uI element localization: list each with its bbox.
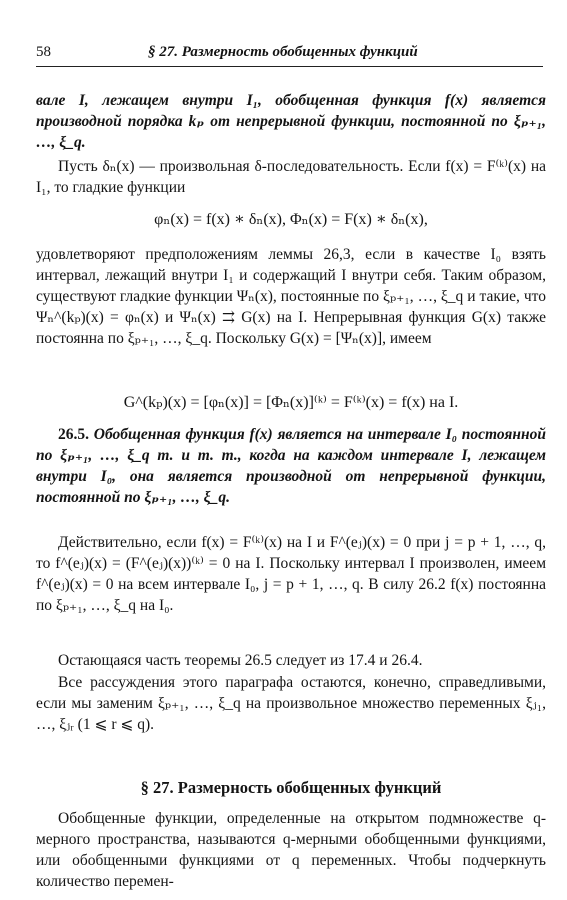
paragraph-lemma-application: удовлетворяют предположениям леммы 26,3, если в качестве I₀ взять интервал, лежащий внутри I₁ и содержащий I внутри себя. Таким образом, существуют гладкие функции Ψₙ(x), постоянные по ξₚ₊₁, …, ξ_q и такие, что Ψₙ^(kₚ)(x) = φₙ(x) и Ψₙ(x) ⇉ G(x) на I. Непрерывная функция G(x) также постоянна по ξₚ₊₁, …, ξ_q. Поскольку G(x) = [Ψₙ(x)], имеем xyxy=(36,246,546,347)
formula-derivative-chain: G^(kₚ)(x) = [φₙ(x)] = [Φₙ(x)]⁽ᵏ⁾ = F⁽ᵏ⁾(x) = f(x) на I. xyxy=(123,394,459,411)
paragraph-proof: Действительно, если f(x) = F⁽ᵏ⁾(x) на I и F^(eⱼ)(x) = 0 при j = p + 1, …, q, то f^(eⱼ)(x) = (F^(eⱼ)(x))⁽ᵏ⁾ = 0 на I. Поскольку интервал I произволен, имеем f^(eⱼ)(x) = 0 на всем интервале I₀, j = p + 1, …, q. В силу 26.2 f(x) постоянна по ξₚ₊₁, …, ξ_q на I₀. xyxy=(36,534,546,614)
paragraph-theorem-continuation: вале I, лежащем внутри I₁, обобщенная функция f(x) является производной порядка kₚ от непрерывной функции, постоянной по ξₚ₊₁, …, ξ_q. xyxy=(36,92,546,151)
theorem-26-5 xyxy=(36,424,546,508)
theorem-label: 26.5. xyxy=(58,426,89,443)
formula-convolutions: φₙ(x) = f(x) ∗ δₙ(x), Φₙ(x) = F(x) ∗ δₙ(x), xyxy=(154,211,428,228)
running-title: § 27. Размерность обобщенных функций xyxy=(148,44,418,60)
paragraph-delta-sequence: Пусть δₙ(x) — произвольная δ-последовательность. Если f(x) = F⁽ᵏ⁾(x) на I₁, то гладкие функции xyxy=(36,158,546,196)
paragraph-remaining-part: Остающаяся часть теоремы 26.5 следует из 17.4 и 26.4. xyxy=(58,652,423,669)
page-number: 58 xyxy=(36,44,51,60)
paragraph-remark: Все рассуждения этого параграфа остаются, конечно, справедливыми, если мы заменим ξₚ₊₁, …, ξ_q на произвольное множество переменных ξⱼ₁, …, ξⱼᵣ (1 ⩽ r ⩽ q). xyxy=(36,674,546,733)
theorem-statement: Обобщенная функция f(x) является на интервале I₀ постоянной по ξₚ₊₁, …, ξ_q т. и т. т., когда на каждом интервале I, лежащем внутри I₀, она является производной от непрерывной функции, постоянной по ξₚ₊₁, …, ξ_q. xyxy=(36,426,546,506)
section-heading: § 27. Размерность обобщенных функций xyxy=(140,778,442,797)
page-header xyxy=(36,40,543,67)
paragraph-definition: Обобщенные функции, определенные на открытом подмножестве q-мерного пространства, называются q-мерными обобщенными функциями, или обобщенными функциями от q переменных. Чтобы подчеркнуть количество перемен- xyxy=(36,810,546,890)
